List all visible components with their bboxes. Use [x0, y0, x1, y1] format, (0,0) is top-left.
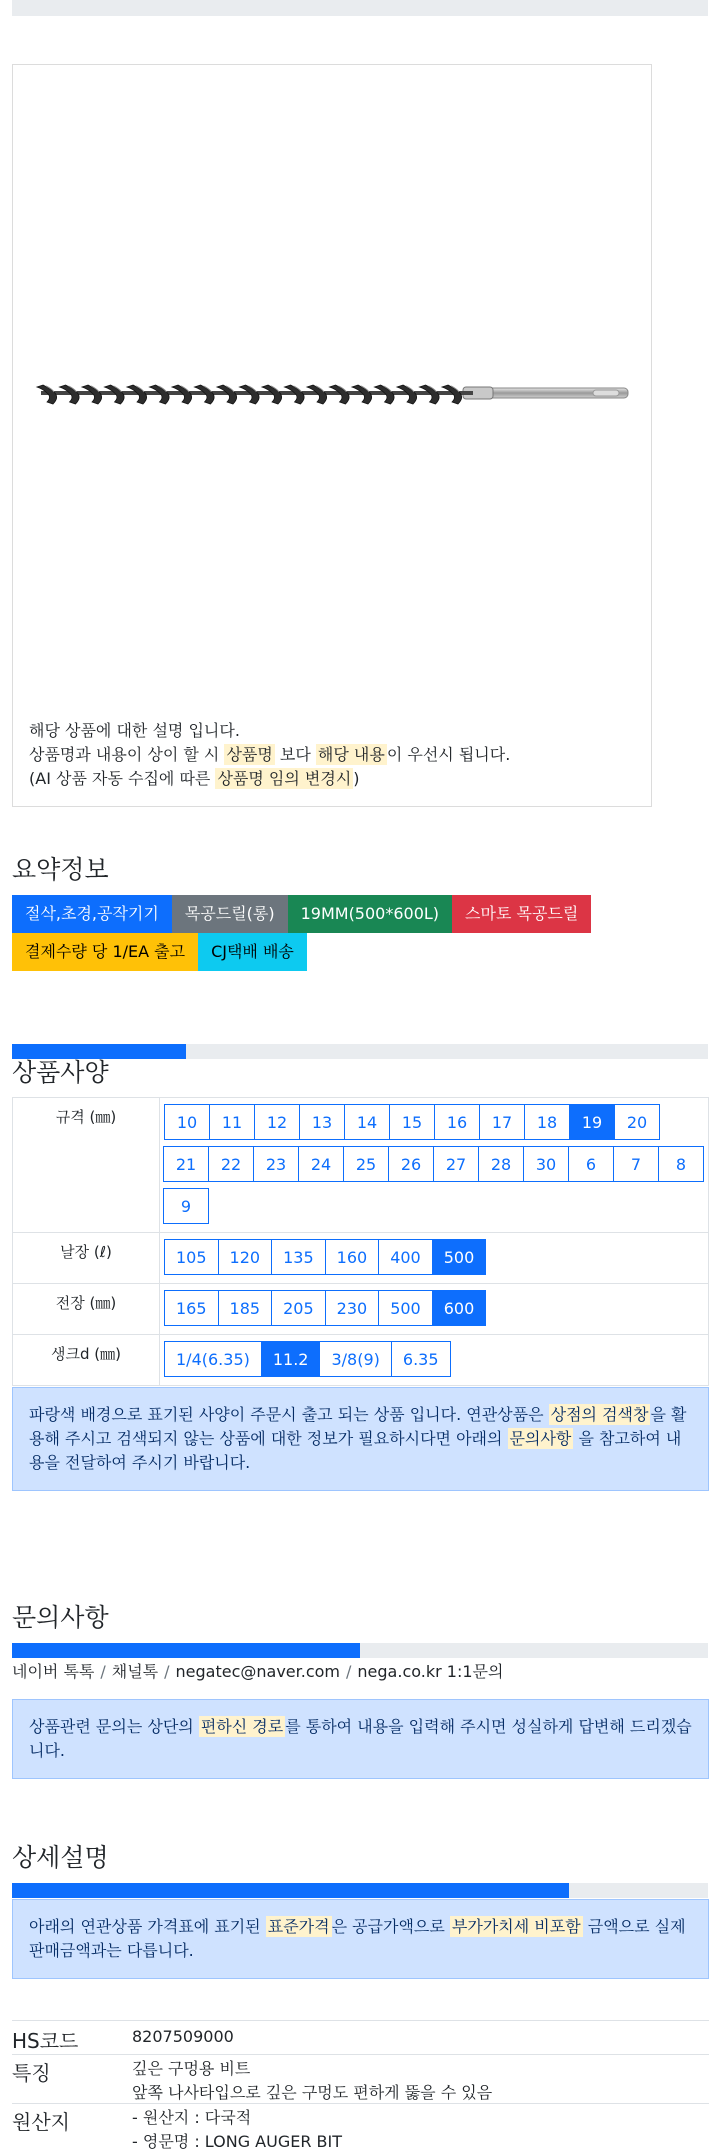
spec-label: 전장 (㎜): [13, 1284, 160, 1335]
spec-options-cell: [160, 1098, 709, 1233]
notice-text: 를 통하여 내용을 입력해 주시면 성실하게 답변해 드리겠습니다.: [29, 1717, 692, 1760]
detail-progress-bar: [12, 1883, 708, 1898]
highlight-vat-excluded: 부가가치세 비포함: [451, 1917, 581, 1936]
description-line-3: [29, 767, 510, 791]
description-text: ): [353, 769, 360, 788]
inquiry-progress-bar: [12, 1643, 708, 1658]
inquiry-channels: [12, 1659, 503, 1682]
spec-option-button[interactable]: 8: [658, 1146, 704, 1182]
summary-tag: 19MM(500*600L): [288, 895, 452, 933]
spec-option-button[interactable]: 400: [378, 1239, 433, 1275]
summary-tag: 절삭,초경,공작기기: [12, 895, 172, 933]
spec-options-cell: [160, 1284, 709, 1335]
info-key: 원산지: [12, 2110, 70, 2134]
spec-option-button[interactable]: 21: [163, 1146, 209, 1182]
notice-text: 을 활용해 주시고 검색되지 않는 상품에 대한 정보가 필요하시다면 아래의: [29, 1405, 687, 1448]
spec-option-button[interactable]: 120: [218, 1239, 273, 1275]
spec-option-button[interactable]: 230: [325, 1290, 380, 1326]
highlight-standard-price: 표준가격: [267, 1917, 330, 1936]
info-value: [132, 2057, 492, 2105]
highlight-route: 편하신 경로: [200, 1717, 284, 1736]
spec-options: [164, 1339, 704, 1381]
spec-progress-bar: [12, 1044, 708, 1059]
info-line: - 원산지 : 다국적: [132, 2108, 252, 2127]
spec-option-button[interactable]: 10: [164, 1104, 210, 1140]
spec-option-button[interactable]: 1/4(6.35): [164, 1341, 262, 1377]
description-line-1: 해당 상품에 대한 설명 입니다.: [29, 721, 240, 740]
product-description: [29, 719, 510, 791]
spec-row: [13, 1233, 709, 1284]
spec-option-button[interactable]: 160: [325, 1239, 380, 1275]
notice-text: 금액으로 실제 판매금액과는 다릅니다.: [29, 1917, 686, 1960]
info-key: 특징: [12, 2061, 51, 2085]
spec-option-button[interactable]: 19: [569, 1104, 615, 1140]
spec-option-button[interactable]: 135: [271, 1239, 326, 1275]
summary-tag: 목공드릴(롱): [172, 895, 288, 933]
spec-row: [13, 1335, 709, 1386]
spec-progress-fill: [12, 1044, 186, 1059]
description-text: 보다: [274, 745, 316, 764]
inquiry-progress-fill: [12, 1643, 360, 1658]
summary-tag: 결제수량 당 1/EA 출고: [12, 933, 198, 971]
spec-option-button[interactable]: 9: [163, 1188, 209, 1224]
spec-option-button[interactable]: 13: [299, 1104, 345, 1140]
info-line: - 영문명 : LONG AUGER BIT: [132, 2132, 343, 2151]
spec-option-button[interactable]: 600: [432, 1290, 487, 1326]
spec-options-cell: [160, 1335, 709, 1386]
highlight-store-search: 상점의 검색창: [550, 1405, 649, 1424]
spec-option-button[interactable]: 17: [479, 1104, 525, 1140]
spec-options: [164, 1288, 704, 1330]
highlight-content: 해당 내용: [317, 745, 385, 764]
summary-tags: [12, 895, 612, 971]
spec-table: [12, 1097, 709, 1386]
auger-bit-image: [33, 365, 633, 425]
spec-option-button[interactable]: 20: [614, 1104, 660, 1140]
detail-notice: [12, 1899, 709, 1979]
channel-separator: /: [164, 1662, 170, 1681]
info-row-origin: [12, 2103, 709, 2153]
product-image-frame: [12, 64, 652, 807]
inquiry-channel-link[interactable]: 네이버 톡톡: [12, 1662, 95, 1681]
spec-label: 날장 (ℓ): [13, 1233, 160, 1284]
spec-row: [13, 1284, 709, 1335]
spec-option-button[interactable]: 18: [524, 1104, 570, 1140]
spec-options-cell: [160, 1233, 709, 1284]
spec-option-button[interactable]: 16: [434, 1104, 480, 1140]
inquiry-channel-link[interactable]: negatec@naver.com: [175, 1662, 341, 1681]
detail-title: 상세설명: [12, 1843, 109, 1872]
spec-title: 상품사양: [12, 1058, 109, 1087]
spec-option-button[interactable]: 15: [389, 1104, 435, 1140]
spec-option-button[interactable]: 500: [378, 1290, 433, 1326]
spec-option-button[interactable]: 12: [254, 1104, 300, 1140]
spec-option-button[interactable]: 6.35: [391, 1341, 451, 1377]
spec-option-button[interactable]: 24: [298, 1146, 344, 1182]
spec-option-button[interactable]: 105: [164, 1239, 219, 1275]
spec-option-button[interactable]: 28: [478, 1146, 524, 1182]
spec-row: [13, 1098, 709, 1233]
spec-option-button[interactable]: 22: [208, 1146, 254, 1182]
spec-option-button[interactable]: 6: [568, 1146, 614, 1182]
channel-separator: /: [346, 1662, 352, 1681]
info-value: 8207509000: [132, 2027, 234, 2046]
spec-option-button[interactable]: 165: [164, 1290, 219, 1326]
inquiry-notice: [12, 1699, 709, 1779]
inquiry-channel-link[interactable]: nega.co.kr 1:1문의: [357, 1662, 504, 1681]
notice-text: 아래의 연관상품 가격표에 표기된: [29, 1917, 266, 1936]
info-key: HS코드: [12, 2029, 79, 2053]
top-bar: [12, 0, 708, 16]
info-value: [132, 2106, 342, 2154]
info-line: 깊은 구멍용 비트: [132, 2059, 251, 2078]
spec-label: 생크d (㎜): [13, 1335, 160, 1386]
info-line: 앞쪽 나사타입으로 깊은 구멍도 편하게 뚫을 수 있음: [132, 2083, 493, 2102]
description-line-2: [29, 743, 510, 767]
spec-option-button[interactable]: 14: [344, 1104, 390, 1140]
notice-text: 을 참고하여 내용을 전달하여 주시기 바랍니다.: [29, 1429, 682, 1472]
spec-option-button[interactable]: 205: [271, 1290, 326, 1326]
spec-option-button[interactable]: 25: [343, 1146, 389, 1182]
spec-option-button[interactable]: 3/8(9): [319, 1341, 391, 1377]
inquiry-channel-link[interactable]: 채널톡: [111, 1662, 159, 1681]
info-row-hs-code: [12, 2020, 709, 2054]
highlight-inquiry: 문의사항: [509, 1429, 572, 1448]
spec-option-button[interactable]: 27: [433, 1146, 479, 1182]
spec-option-button[interactable]: 7: [613, 1146, 659, 1182]
spec-option-button[interactable]: 11: [209, 1104, 255, 1140]
spec-option-button[interactable]: 30: [523, 1146, 569, 1182]
summary-title: 요약정보: [12, 855, 109, 884]
spec-label: 규격 (㎜): [13, 1098, 160, 1233]
channel-separator: /: [100, 1662, 106, 1681]
summary-tag: CJ택배 배송: [198, 933, 307, 971]
inquiry-title: 문의사항: [12, 1603, 109, 1632]
spec-option-button[interactable]: 26: [388, 1146, 434, 1182]
description-text: 상품명과 내용이 상이 할 시: [29, 745, 225, 764]
spec-option-button[interactable]: 11.2: [261, 1341, 321, 1377]
highlight-name-change: 상품명 임의 변경시: [217, 769, 352, 788]
description-text: 이 우선시 됩니다.: [386, 745, 511, 764]
notice-text: 파랑색 배경으로 표기된 사양이 주문시 출고 되는 상품 입니다. 연관상품은: [29, 1405, 549, 1424]
spec-options: [164, 1102, 704, 1228]
notice-text: 상품관련 문의는 상단의: [29, 1717, 199, 1736]
detail-progress-fill: [12, 1883, 569, 1898]
spec-options: [164, 1237, 704, 1279]
info-row-feature: [12, 2054, 709, 2104]
notice-text: 은 공급가액으로: [331, 1917, 450, 1936]
spec-option-button[interactable]: 23: [253, 1146, 299, 1182]
highlight-product-name: 상품명: [226, 745, 273, 764]
spec-option-button[interactable]: 500: [432, 1239, 487, 1275]
description-text: (AI 상품 자동 수집에 따른: [29, 769, 216, 788]
summary-tag: 스마토 목공드릴: [452, 895, 591, 933]
spec-notice: [12, 1387, 709, 1491]
spec-option-button[interactable]: 185: [218, 1290, 273, 1326]
